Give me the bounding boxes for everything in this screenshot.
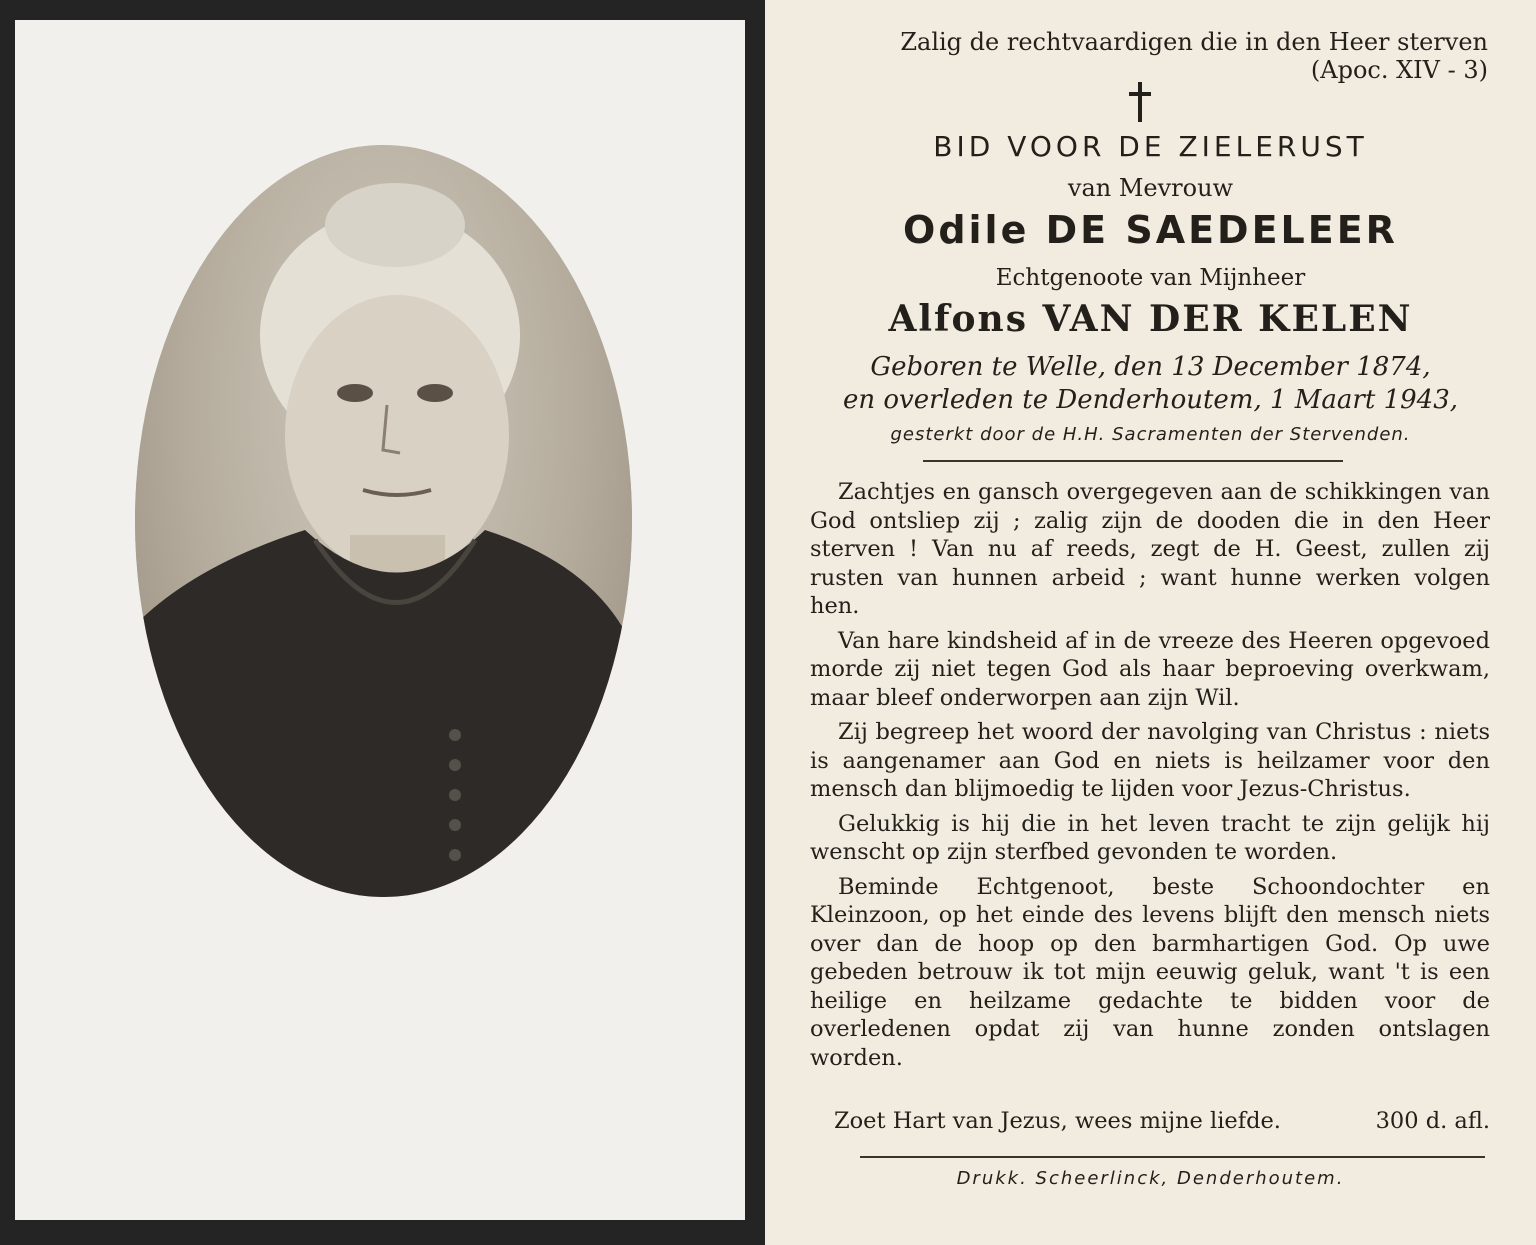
portrait-figure xyxy=(135,145,632,897)
epigraph-text: Zalig de rechtvaardigen die in den Heer sterven xyxy=(900,28,1488,56)
epigraph xyxy=(900,28,1488,84)
paragraph: Van hare kindsheid af in de vreeze des Heeren opgevoed morde zij niet tegen God als haar beproeving overkwam, maar bleef onderworpen aan zijn Wil. xyxy=(810,627,1490,711)
divider xyxy=(860,1156,1485,1158)
printer-credit: Drukk. Scheerlinck, Denderhoutem. xyxy=(956,1168,1345,1189)
photo-card-paper xyxy=(15,20,745,1220)
spouse-label: Echtgenoote van Mijnheer xyxy=(995,265,1306,291)
epigraph-reference: (Apoc. XIV - 3) xyxy=(1310,56,1488,84)
paragraph: Zachtjes en gansch overgegeven aan de schikkingen van God ontsliep zij ; zalig zijn de dooden die in den Heer sterven ! Van nu af reeds, zegt de H. Geest, zullen zij rusten van hunnen arbeid ; want hunne werken volgen hen. xyxy=(810,479,1490,619)
death-line: en overleden te Denderhoutem, 1 Maart 1943, xyxy=(843,385,1458,415)
portrait-photo xyxy=(135,145,632,897)
spouse-name: Alfons VAN DER KELEN xyxy=(888,298,1413,340)
photo-card xyxy=(0,0,765,1245)
birth-line: Geboren te Welle, den 13 December 1874, xyxy=(870,352,1431,382)
indulgence: 300 d. afl. xyxy=(1375,1108,1490,1134)
paragraph: Zij begreep het woord der navolging van Christus : niets is aangenamer aan God en niets is heilzamer voor den mensch dan blijmoedig te lijden voor Jezus-Christus. xyxy=(810,719,1490,802)
heading: BID VOOR DE ZIELERUST xyxy=(933,130,1368,163)
text-card xyxy=(765,0,1536,1245)
cross-icon xyxy=(1125,82,1155,122)
paragraph: Beminde Echtgenoot, beste Schoondochter en Kleinzoon, op het einde des levens blijft den mensch niets over dan de hoop op den barmhartigen God. Op uwe gebeden betrouw ik tot mijn eeuwig geluk, want 't is een heilige en heilzame gedachte te bidden voor de overledenen opdat zij van hunne zonden ontslagen worden. xyxy=(810,873,1490,1071)
paragraph: Gelukkig is hij die in het leven tracht te zijn gelijk hij wenscht op zijn sterfbed gevonden te worden. xyxy=(810,810,1490,865)
deceased-name: Odile DE SAEDELEER xyxy=(903,208,1398,252)
prayer: Zoet Hart van Jezus, wees mijne liefde. xyxy=(834,1108,1281,1134)
body-text xyxy=(810,478,1490,1078)
divider xyxy=(923,460,1343,462)
sacraments-line: gesterkt door de H.H. Sacramenten der Stervenden. xyxy=(890,424,1411,445)
van-mevrouw: van Mevrouw xyxy=(1067,174,1234,202)
